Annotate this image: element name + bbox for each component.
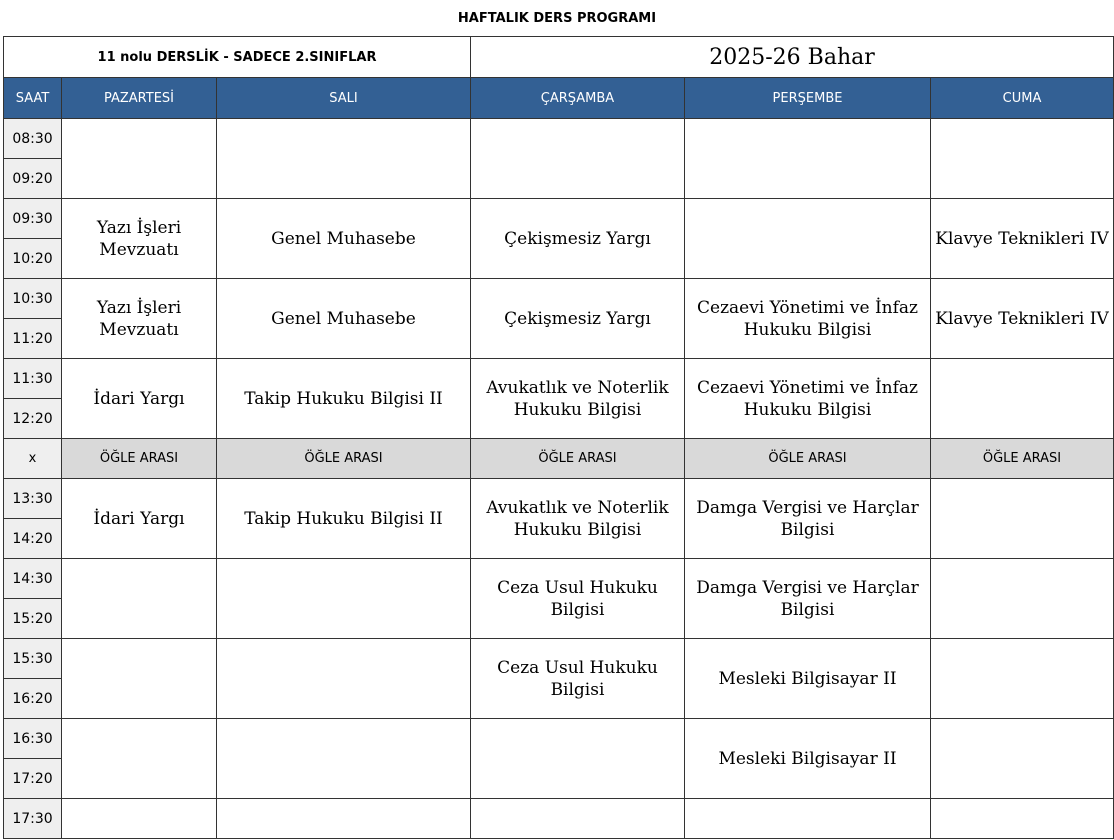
class-cell-cuma [931, 119, 1114, 199]
course-name: Klavye Teknikleri IV [935, 308, 1109, 329]
class-cell-sali [217, 359, 471, 439]
class-cell-persembe [685, 639, 931, 719]
schedule-row [4, 359, 1114, 399]
class-cell-carsamba [471, 119, 685, 199]
time-cell: 13:30 [4, 479, 62, 519]
course-name: Ceza Usul Hukuku Bilgisi [497, 657, 658, 700]
class-cell-pazartesi [62, 279, 217, 359]
time-cell: 14:30 [4, 559, 62, 599]
header-cuma: CUMA [931, 78, 1114, 119]
class-cell-persembe [685, 359, 931, 439]
class-cell-carsamba [471, 559, 685, 639]
course-name: Çekişmesiz Yargı [504, 308, 651, 329]
course-name: Yazı İşleri Mevzuatı [96, 297, 182, 340]
schedule-row [4, 439, 1114, 479]
class-cell-carsamba [471, 639, 685, 719]
class-cell-pazartesi [62, 639, 217, 719]
class-cell-cuma [931, 359, 1114, 439]
class-cell-carsamba [471, 719, 685, 799]
schedule-row [4, 799, 1114, 839]
class-cell-sali [217, 279, 471, 359]
class-cell-cuma [931, 479, 1114, 559]
schedule-row [4, 479, 1114, 519]
term-label: 2025-26 Bahar [471, 37, 1114, 78]
time-cell: 17:30 [4, 799, 62, 839]
schedule-row [4, 559, 1114, 599]
time-cell: 12:20 [4, 399, 62, 439]
header-pazartesi: PAZARTESİ [62, 78, 217, 119]
time-cell: 09:20 [4, 159, 62, 199]
time-cell: x [4, 439, 62, 479]
time-cell: 11:30 [4, 359, 62, 399]
class-cell-cuma [931, 559, 1114, 639]
time-cell: 09:30 [4, 199, 62, 239]
header-row [4, 78, 1114, 119]
schedule-row [4, 719, 1114, 759]
time-cell: 15:30 [4, 639, 62, 679]
class-cell-cuma [931, 719, 1114, 799]
class-cell-carsamba [471, 199, 685, 279]
lunch-break-carsamba: ÖĞLE ARASI [471, 439, 685, 479]
schedule-row [4, 279, 1114, 319]
course-name: Ceza Usul Hukuku Bilgisi [497, 577, 658, 620]
time-cell: 17:20 [4, 759, 62, 799]
course-name: Yazı İşleri Mevzuatı [96, 217, 182, 260]
class-cell-pazartesi [62, 199, 217, 279]
course-name: Avukatlık ve Noterlik Hukuku Bilgisi [486, 377, 669, 420]
lunch-break-persembe: ÖĞLE ARASI [685, 439, 931, 479]
header-sali: SALI [217, 78, 471, 119]
class-cell-persembe [685, 119, 931, 199]
class-cell-carsamba [471, 479, 685, 559]
course-name: Mesleki Bilgisayar II [718, 668, 897, 689]
class-cell-pazartesi [62, 359, 217, 439]
schedule-row [4, 639, 1114, 679]
class-cell-sali [217, 119, 471, 199]
course-name: Cezaevi Yönetimi ve İnfaz Hukuku Bilgisi [697, 297, 918, 340]
class-cell-carsamba [471, 799, 685, 839]
header-carsamba: ÇARŞAMBA [471, 78, 685, 119]
class-cell-persembe [685, 199, 931, 279]
class-cell-sali [217, 199, 471, 279]
class-cell-sali [217, 479, 471, 559]
time-cell: 08:30 [4, 119, 62, 159]
lunch-break-cuma: ÖĞLE ARASI [931, 439, 1114, 479]
course-name: Genel Muhasebe [271, 228, 416, 249]
class-cell-pazartesi [62, 799, 217, 839]
course-name: Mesleki Bilgisayar II [718, 748, 897, 769]
course-name: Damga Vergisi ve Harçlar Bilgisi [696, 497, 919, 540]
course-name: Damga Vergisi ve Harçlar Bilgisi [696, 577, 919, 620]
classroom-label: 11 nolu DERSLİK - SADECE 2.SINIFLAR [4, 37, 471, 78]
lunch-break-sali: ÖĞLE ARASI [217, 439, 471, 479]
header-saat: SAAT [4, 78, 62, 119]
class-cell-sali [217, 559, 471, 639]
class-cell-pazartesi [62, 559, 217, 639]
class-cell-carsamba [471, 359, 685, 439]
class-cell-sali [217, 719, 471, 799]
course-name: Çekişmesiz Yargı [504, 228, 651, 249]
class-cell-cuma [931, 199, 1114, 279]
schedule-row [4, 199, 1114, 239]
time-cell: 16:30 [4, 719, 62, 759]
class-cell-pazartesi [62, 119, 217, 199]
time-cell: 16:20 [4, 679, 62, 719]
class-cell-carsamba [471, 279, 685, 359]
course-name: İdari Yargı [93, 388, 185, 409]
course-name: Genel Muhasebe [271, 308, 416, 329]
schedule-table [3, 36, 1114, 839]
time-cell: 10:30 [4, 279, 62, 319]
time-cell: 15:20 [4, 599, 62, 639]
class-cell-pazartesi [62, 479, 217, 559]
class-cell-pazartesi [62, 719, 217, 799]
course-name: Cezaevi Yönetimi ve İnfaz Hukuku Bilgisi [697, 377, 918, 420]
class-cell-persembe [685, 559, 931, 639]
class-cell-cuma [931, 639, 1114, 719]
header-persembe: PERŞEMBE [685, 78, 931, 119]
class-cell-sali [217, 799, 471, 839]
time-cell: 10:20 [4, 239, 62, 279]
page-title: HAFTALIK DERS PROGRAMI [457, 10, 657, 26]
lunch-break-pazartesi: ÖĞLE ARASI [62, 439, 217, 479]
class-cell-cuma [931, 799, 1114, 839]
class-cell-persembe [685, 719, 931, 799]
time-cell: 11:20 [4, 319, 62, 359]
course-name: İdari Yargı [93, 508, 185, 529]
course-name: Takip Hukuku Bilgisi II [244, 508, 443, 529]
schedule-row [4, 119, 1114, 159]
class-cell-cuma [931, 279, 1114, 359]
subheader-row [4, 37, 1114, 78]
course-name: Avukatlık ve Noterlik Hukuku Bilgisi [486, 497, 669, 540]
class-cell-persembe [685, 799, 931, 839]
class-cell-persembe [685, 479, 931, 559]
class-cell-sali [217, 639, 471, 719]
course-name: Klavye Teknikleri IV [935, 228, 1109, 249]
time-cell: 14:20 [4, 519, 62, 559]
class-cell-persembe [685, 279, 931, 359]
course-name: Takip Hukuku Bilgisi II [244, 388, 443, 409]
